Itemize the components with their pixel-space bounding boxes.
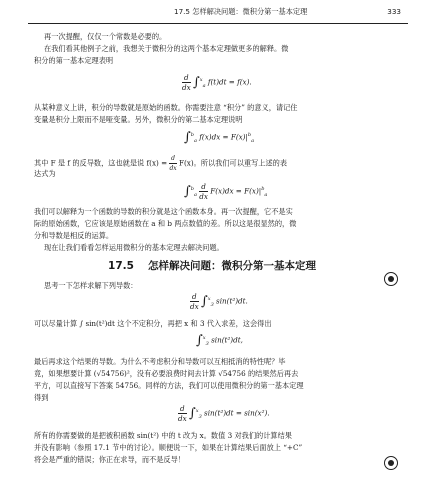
formula-result: $\frac{d}{dx}$ ∫$^x_3$ sin(t²)dt = sin(x²). [178, 404, 270, 423]
margin-marker-icon [384, 272, 398, 286]
paragraph-meaning-line1: 从某种意义上讲，积分的导数就是原始的函数。你需要注意 “积分” 的意义，请记住 [34, 103, 298, 112]
paragraph-explain-line2: 际的原始函数，它应该是原始函数在 a 和 b 两点数值的差。所以这是很显然的，微 [34, 219, 297, 228]
formula-problem: $\frac{d}{dx}$ ∫$^x_3$ sin(t²)dt. [190, 292, 248, 311]
running-header [0, 7, 424, 27]
paragraph-intro-line1: 在我们看其他例子之前，我想关于微积分的这两个基本定理做更多的解释。微 [44, 44, 289, 53]
formula-first-theorem: $\frac{d}{dx}$ ∫$^x_a$ f(t)dt = f(x). [182, 73, 252, 92]
paragraph-conclusion-line2: 并没有影响（参照 17.1 节中的讨论）。顺便说一下，如果在计算结果后面放上 “+C” [34, 443, 303, 452]
paragraph-constant-note: 再一次提醒，仅仅一个常数是必要的。 [44, 32, 167, 41]
formula-second-theorem: ∫$^b_a$ $f(x)dx = F(x)|^b_a$ [184, 130, 255, 145]
paragraph-antiderivative-line2: 达式为 [34, 169, 56, 178]
section-heading: 17.5 怎样解决问题：微积分第一基本定理 [108, 260, 316, 272]
paragraph-cancel: 最后再求这个结果的导数。为什么不考虑积分和导数可以互相抵消的特性呢？毕 [34, 357, 286, 366]
paragraph-explain-line3: 分和导数是相反的运算。 [34, 231, 114, 240]
paragraph-transition: 现在让我们看看怎样运用微积分的基本定理去解决问题。 [44, 243, 224, 252]
paragraph-problem: 思考一下怎样求解下列导数： [44, 281, 138, 290]
paragraph-intro-line2: 积分的第一基本定理表明 [34, 56, 114, 65]
paragraph-meaning-line2: 变量是积分上限而不是哑变量。另外，微积分的第二基本定理说明 [34, 115, 243, 124]
paragraph-attempt: 可以尽量计算 ∫ sin(t²)dt 这个不定积分，再把 x 和 3 代入求差，这会得出 [34, 319, 272, 328]
margin-marker-icon-bottom [384, 456, 398, 470]
header-rule [28, 23, 408, 24]
formula-rewritten: ∫$^b_a$ $\frac{d}{dx}$ $F(x)dx = F(x)|^b_a$ [184, 182, 268, 201]
paragraph-sqrt-line3: 得到 [34, 393, 49, 402]
paragraph-explain-line1: 我们可以解释为一个函数的导数的积分就是这个函数本身。再一次提醒，它不是实 [34, 207, 293, 216]
paragraph-conclusion-line3: 将会是严重的错误；你正在求导，而不是反导！ [34, 455, 185, 464]
page-number: 333 [387, 7, 401, 16]
paragraph-sqrt-line1: 竟，如果想要计算 (√54756)²，没有必要浪费时间去计算 √54756 的结果然后再去 [34, 369, 299, 378]
header-section-title: 17.5 怎样解决问题：微积分第一基本定理 [174, 7, 308, 16]
paragraph-conclusion-line1: 所有的你需要做的是把被积函数 sin(t²) 中的 t 改为 x。数值 3 对我们的计算结果 [34, 431, 292, 440]
formula-definite: ∫$^x_3$ sin(t²)dt, [196, 333, 243, 348]
paragraph-antiderivative-line1: 其中 F 是 f 的反导数，这也就是说 f(x) = $\frac{d}{dx}$ F(x)。所以我们可以重写上述的表 [34, 155, 288, 172]
paragraph-sqrt-line2: 平方，可以直接写下答案 54756。同样的方法，我们可以使用微积分的第一基本定理 [34, 381, 304, 390]
